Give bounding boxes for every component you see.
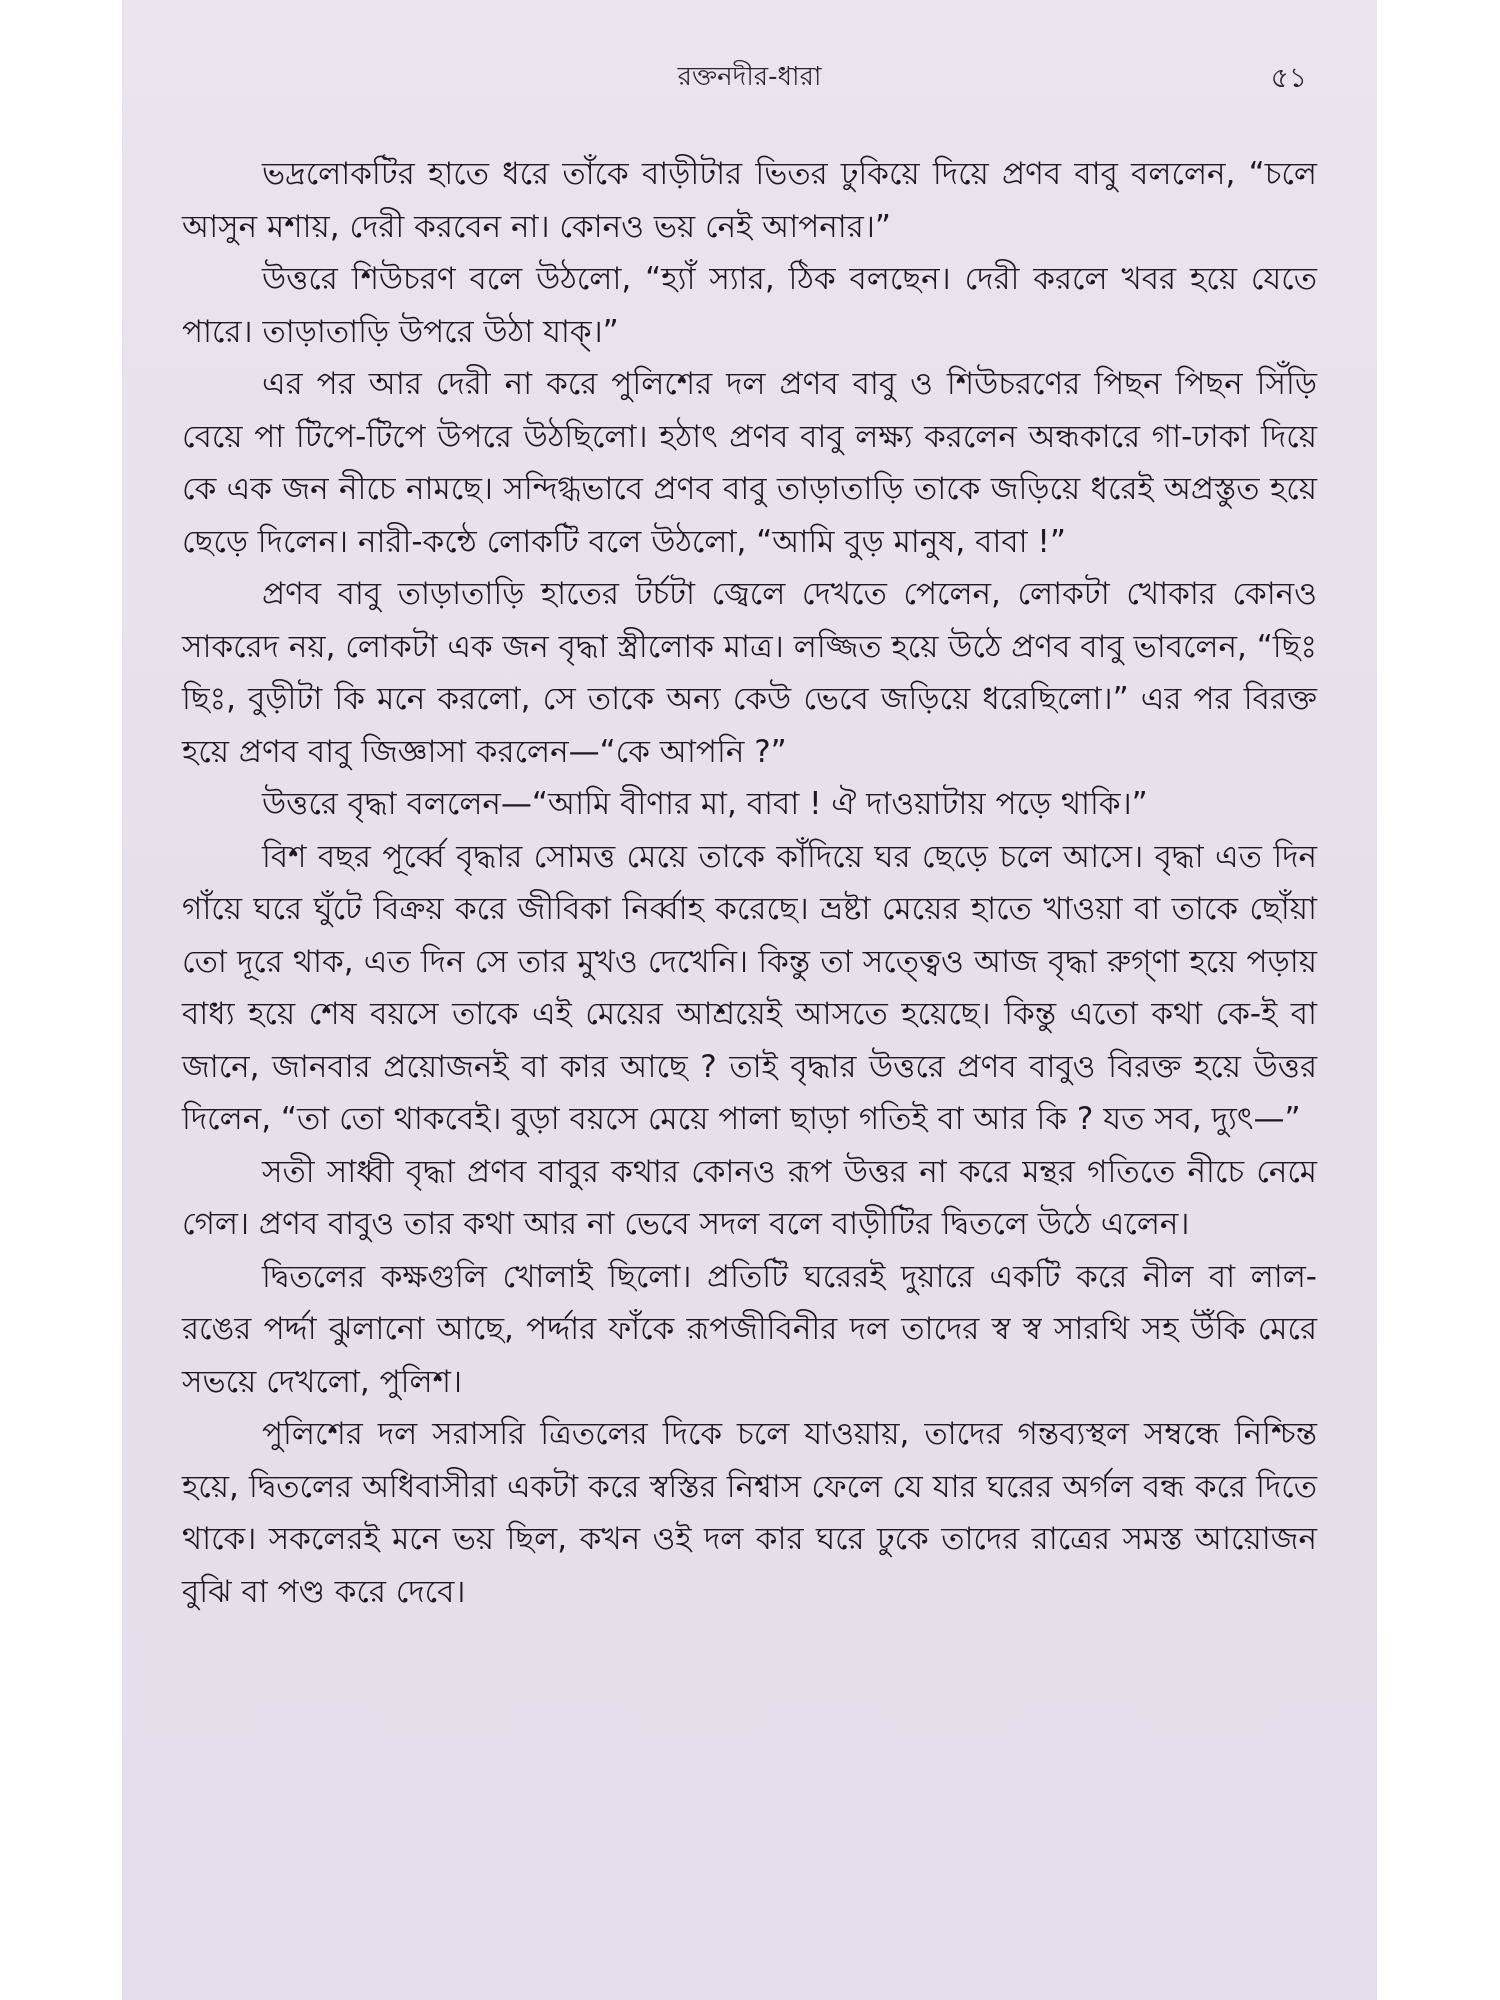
page-number: ৫১ <box>1270 61 1307 94</box>
paragraph: এর পর আর দেরী না করে পুলিশের দল প্রণব বাবু ও শিউচরণের পিছন পিছন সিঁড়ি বেয়ে পা টিপে-টিপে উপরে উঠছিলো। হঠাৎ প্রণব বাবু লক্ষ্য করলেন অন্ধকারে গা-ঢাকা দিয়ে কে এক জন নীচে নামছে। সন্দিগ্ধভাবে প্রণব বাবু তাড়াতাড়ি তাকে জড়িয়ে ধরেই অপ্রস্তুত হয়ে ছেড়ে দিলেন। নারী-কন্ঠে লোকটি বলে উঠলো, “আমি বুড় মানুষ, বাবা !” <box>182 366 1317 560</box>
paragraph: প্রণব বাবু তাড়াতাড়ি হাতের টর্চটা জ্বেলে দেখতে পেলেন, লোকটা খোকার কোনও সাকরেদ নয়, লোকটা এক জন বৃদ্ধা স্ত্রীলোক মাত্র। লজ্জিত হয়ে উঠে প্রণব বাবু ভাবলেন, “ছিঃ ছিঃ, বুড়ীটা কি মনে করলো, সে তাকে অন্য কেউ ভেবে জড়িয়ে ধরেছিলো।” এর পর বিরক্ত হয়ে প্রণব বাবু জিজ্ঞাসা করলেন—“কে আপনি ?” <box>182 576 1317 770</box>
paragraph: দ্বিতলের কক্ষগুলি খোলাই ছিলো। প্রতিটি ঘরেরই দুয়ারে একটি করে নীল বা লাল-রঙের পর্দ্দা ঝুলানো আছে, পর্দ্দার ফাঁকে রূপজীবিনীর দল তাদের স্ব স্ব সারথি সহ উঁকি মেরে সভয়ে দেখলো, পুলিশ। <box>182 1258 1317 1400</box>
body-text <box>182 148 1317 1618</box>
paragraph: উত্তরে শিউচরণ বলে উঠলো, “হ্যাঁ স্যার, ঠিক বলছেন। দেরী করলে খবর হয়ে যেতে পারে। তাড়াতাড়ি উপরে উঠা যাক্।” <box>182 261 1317 350</box>
page-header <box>122 56 1377 96</box>
paragraph: ভদ্রলোকটির হাতে ধরে তাঁকে বাড়ীটার ভিতর ঢুকিয়ে দিয়ে প্রণব বাবু বললেন, “চলে আসুন মশায়, দেরী করবেন না। কোনও ভয় নেই আপনার।” <box>182 156 1317 245</box>
paragraph: বিশ বছর পূর্ব্বে বৃদ্ধার সোমত্ত মেয়ে তাকে কাঁদিয়ে ঘর ছেড়ে চলে আসে। বৃদ্ধা এত দিন গাঁয়ে ঘরে ঘুঁটে বিক্রয় করে জীবিকা নির্ব্বাহ করেছে। ভ্রষ্টা মেয়ের হাতে খাওয়া বা তাকে ছোঁয়া তো দূরে থাক, এত দিন সে তার মুখও দেখেনি। কিন্তু তা সত্ত্বেও আজ বৃদ্ধা রুগ্ণা হয়ে পড়ায় বাধ্য হয়ে শেষ বয়সে তাকে এই মেয়ের আশ্রয়েই আসতে হয়েছে। কিন্তু এতো কথা কে-ই বা জানে, জানবার প্রয়োজনই বা কার আছে ? তাই বৃদ্ধার উত্তরে প্রণব বাবুও বিরক্ত হয়ে উত্তর দিলেন, “তা তো থাকবেই। বুড়া বয়সে মেয়ে পালা ছাড়া গতিই বা আর কি ? যত সব, দ্যুৎ—” <box>182 838 1317 1137</box>
paragraph: পুলিশের দল সরাসরি ত্রিতলের দিকে চলে যাওয়ায়, তাদের গন্তব্যস্থল সম্বন্ধে নিশ্চিন্ত হয়ে, দ্বিতলের অধিবাসীরা একটা করে স্বস্তির নিশ্বাস ফেলে যে যার ঘরের অর্গল বন্ধ করে দিতে থাকে। সকলেরই মনে ভয় ছিল, কখন ওই দল কার ঘরে ঢুকে তাদের রাত্রের সমস্ত আয়োজন বুঝি বা পণ্ড করে দেবে। <box>182 1416 1317 1610</box>
paragraph: উত্তরে বৃদ্ধা বললেন—“আমি বীণার মা, বাবা ! ঐ দাওয়াটায় পড়ে থাকি।” <box>262 786 1148 822</box>
paragraph: সতী সাধ্বী বৃদ্ধা প্রণব বাবুর কথার কোনও রূপ উত্তর না করে মন্থর গতিতে নীচে নেমে গেল। প্রণব বাবুও তার কথা আর না ভেবে সদল বলে বাড়ীটির দ্বিতলে উঠে এলেন। <box>182 1153 1317 1242</box>
running-title: রক্তনদীর-ধারা <box>677 62 822 92</box>
book-page <box>122 0 1377 2000</box>
